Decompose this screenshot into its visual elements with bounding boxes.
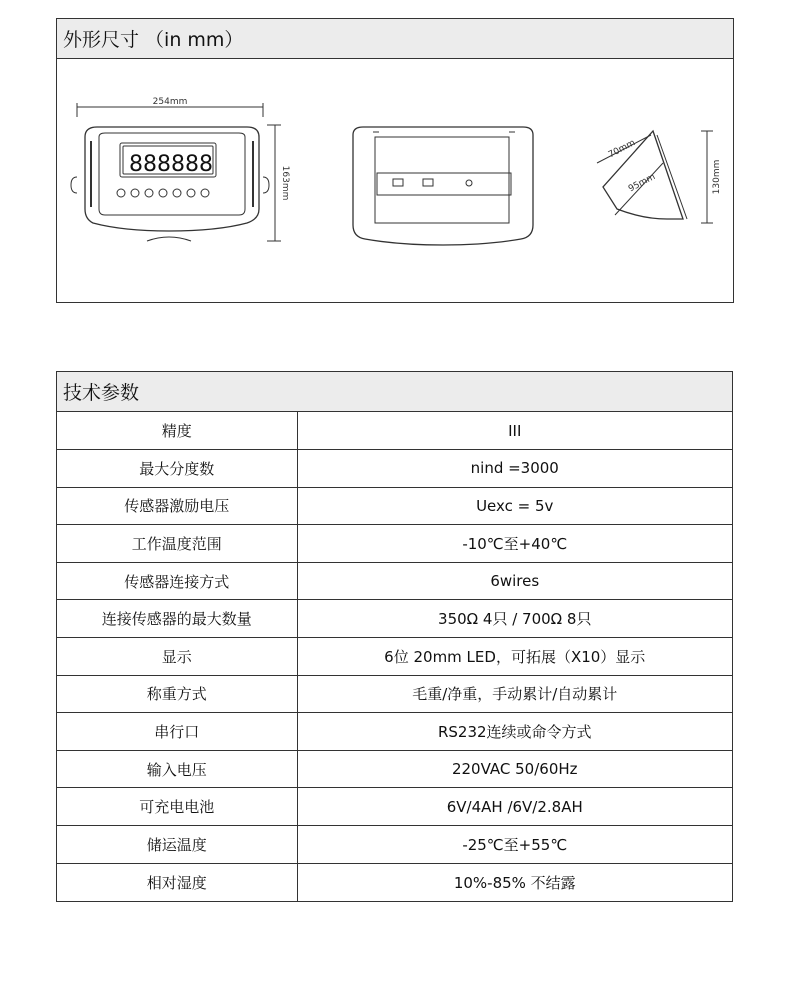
spec-value: 6wires bbox=[297, 562, 732, 600]
spec-value: 6位 20mm LED，可拓展（X10）显示 bbox=[297, 638, 732, 676]
spec-label: 显示 bbox=[57, 638, 297, 676]
front-height-label: 163mm bbox=[280, 165, 290, 201]
spec-label: 传感器连接方式 bbox=[57, 562, 297, 600]
side-height-label: 130mm bbox=[712, 159, 722, 195]
spec-label: 相对湿度 bbox=[57, 863, 297, 901]
spec-label: 可充电电池 bbox=[57, 788, 297, 826]
table-row bbox=[57, 412, 732, 450]
table-row bbox=[57, 487, 732, 525]
table-row bbox=[57, 675, 732, 713]
spec-value: 10%-85% 不结露 bbox=[297, 863, 732, 901]
spec-value: III bbox=[297, 412, 732, 450]
dimensions-panel bbox=[56, 18, 734, 303]
front-display-digits: 888888 bbox=[129, 152, 213, 177]
dimensions-title: 外形尺寸 （in mm） bbox=[57, 19, 733, 59]
table-row bbox=[57, 525, 732, 563]
spec-label: 最大分度数 bbox=[57, 450, 297, 488]
table-row bbox=[57, 562, 732, 600]
spec-label: 工作温度范围 bbox=[57, 525, 297, 563]
table-row bbox=[57, 713, 732, 751]
table-row bbox=[57, 450, 732, 488]
table-row bbox=[57, 826, 732, 864]
spec-value: 220VAC 50/60Hz bbox=[297, 750, 732, 788]
back-view-drawing bbox=[353, 127, 533, 245]
specs-panel bbox=[56, 371, 733, 902]
table-row bbox=[57, 788, 732, 826]
spec-label: 串行口 bbox=[57, 713, 297, 751]
side-depth-label: 70mm bbox=[606, 138, 638, 161]
spec-value: 350Ω 4只 / 700Ω 8只 bbox=[297, 600, 732, 638]
spec-value: 6V/4AH /6V/2.8AH bbox=[297, 788, 732, 826]
spec-label: 称重方式 bbox=[57, 675, 297, 713]
spec-value: RS232连续或命令方式 bbox=[297, 713, 732, 751]
table-row bbox=[57, 600, 732, 638]
spec-value: -10℃至+40℃ bbox=[297, 525, 732, 563]
table-row bbox=[57, 750, 732, 788]
spec-value: Uexc = 5v bbox=[297, 487, 732, 525]
table-row bbox=[57, 638, 732, 676]
specs-table bbox=[57, 412, 732, 901]
spec-value: 毛重/净重，手动累计/自动累计 bbox=[297, 675, 732, 713]
spec-label: 输入电压 bbox=[57, 750, 297, 788]
specs-title: 技术参数 bbox=[57, 372, 732, 412]
side-angle-label: 95mm bbox=[626, 172, 658, 195]
spec-value: nind =3000 bbox=[297, 450, 732, 488]
dimension-drawings bbox=[57, 59, 733, 302]
spec-label: 储运温度 bbox=[57, 826, 297, 864]
front-width-label: 254mm bbox=[152, 97, 188, 107]
spec-label: 传感器激励电压 bbox=[57, 487, 297, 525]
spec-label: 精度 bbox=[57, 412, 297, 450]
spec-value: -25℃至+55℃ bbox=[297, 826, 732, 864]
spec-label: 连接传感器的最大数量 bbox=[57, 600, 297, 638]
table-row bbox=[57, 863, 732, 901]
